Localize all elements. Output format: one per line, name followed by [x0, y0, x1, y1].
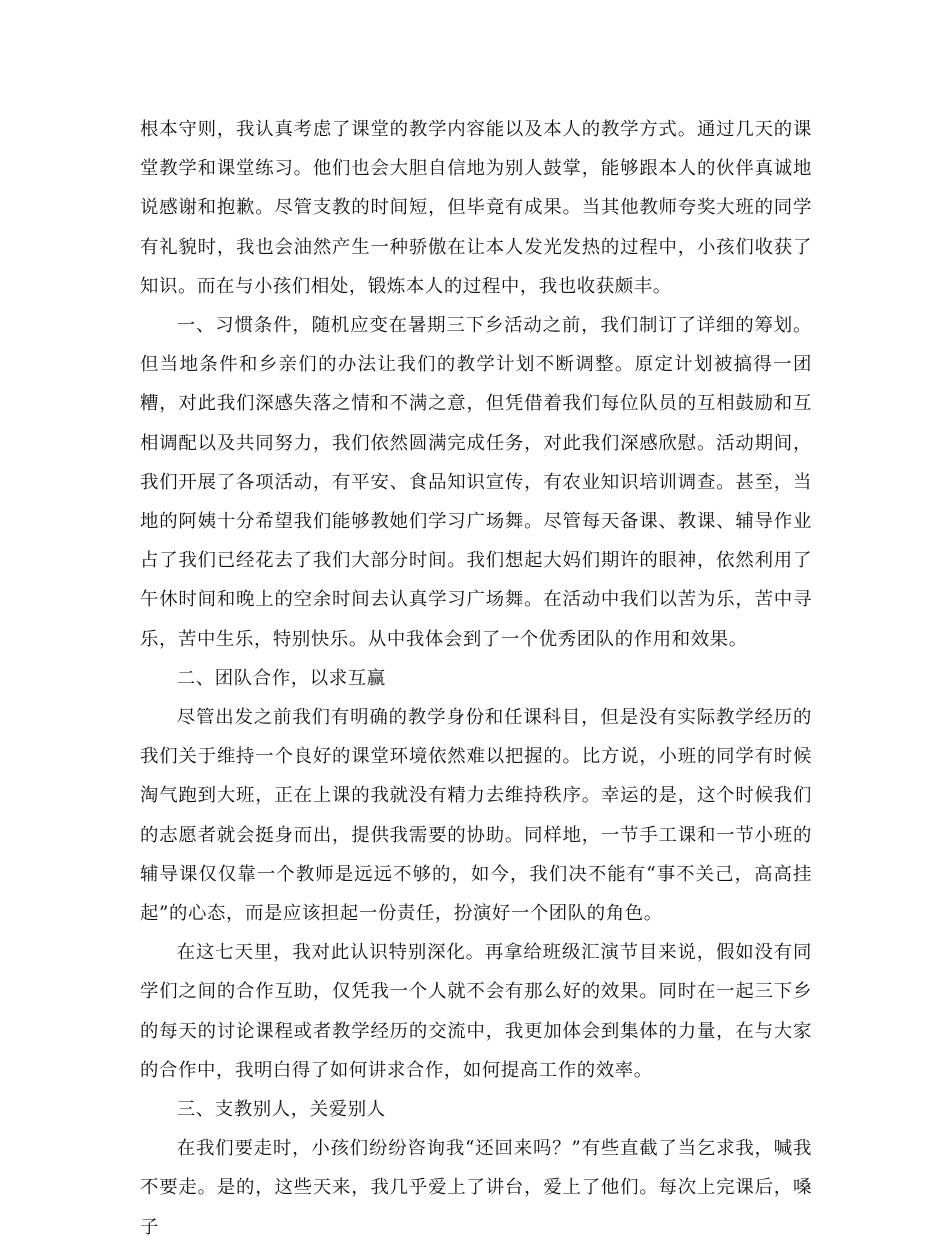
paragraph-2: 一、习惯条件，随机应变在暑期三下乡活动之前，我们制订了详细的筹划。但当地条件和乡亲们的办法让我们的教学计划不断调整。原定计划被搞得一团糟，对此我们深感失落之情和不满之意，但凭借着我们每位队员的互相鼓励和互相调配以及共同努力，我们依然圆满完成任务，对此我们深感欣慰。活动期间，我们开展了各项活动，有平安、食品知识宣传，有农业知识培训调查。甚至，当地的阿姨十分希望我们能够教她们学习广场舞。尽管每天备课、教课、辅导作业占了我们已经花去了我们大部分时间。我们想起大妈们期许的眼神，依然利用了午休时间和晚上的空余时间去认真学习广场舞。在活动中我们以苦为乐，苦中寻乐，苦中生乐，特别快乐。从中我体会到了一个优秀团队的作用和效果。 [140, 315, 812, 650]
paragraph-5: 在我们要走时，小孩们纷纷咨询我“还回来吗？”有些直截了当乞求我，喊我不要走。是的，这些天来，我几乎爱上了讲台，爱上了他们。每次上完课后，嗓子 [140, 1138, 812, 1238]
paragraph-1: 根本守则，我认真考虑了课堂的教学内容能以及本人的教学方式。通过几天的课堂教学和课堂练习。他们也会大胆自信地为别人鼓掌，能够跟本人的伙伴真诚地说感谢和抱歉。尽管支教的时间短，但毕竟有成果。当其他教师夸奖大班的同学有礼貌时，我也会油然产生一种骄傲在让本人发光发热的过程中，小孩们收获了知识。而在与小孩们相处，锻炼本人的过程中，我也收获颇丰。 [140, 119, 812, 297]
paragraph-4: 在这七天里，我对此认识特别深化。再拿给班级汇演节目来说，假如没有同学们之间的合作互助，仅凭我一个人就不会有那么好的效果。同时在一起三下乡的每天的讨论课程或者教学经历的交流中，我更加体会到集体的力量，在与大家的合作中，我明白得了如何讲求合作，如何提高工作的效率。 [140, 942, 812, 1081]
section-heading-2: 二、团队合作，以求互赢 [176, 667, 386, 689]
paragraph-3: 尽管出发之前我们有明确的教学身份和任课科目，但是没有实际教学经历的我们关于维持一个良好的课堂环境依然难以把握的。比方说，小班的同学有时候淘气跑到大班，正在上课的我就没有精力去维持秩序。幸运的是，这个时候我们的志愿者就会挺身而出，提供我需要的协助。同样地，一节手工课和一节小班的辅导课仅仅靠一个教师是远远不够的，如今，我们决不能有“事不关己，高高挂起”的心态，而是应该担起一份责任，扮演好一个团队的角色。 [140, 707, 812, 925]
document-body [140, 110, 812, 1247]
section-heading-3: 三、支教别人，关爱别人 [176, 1099, 386, 1121]
